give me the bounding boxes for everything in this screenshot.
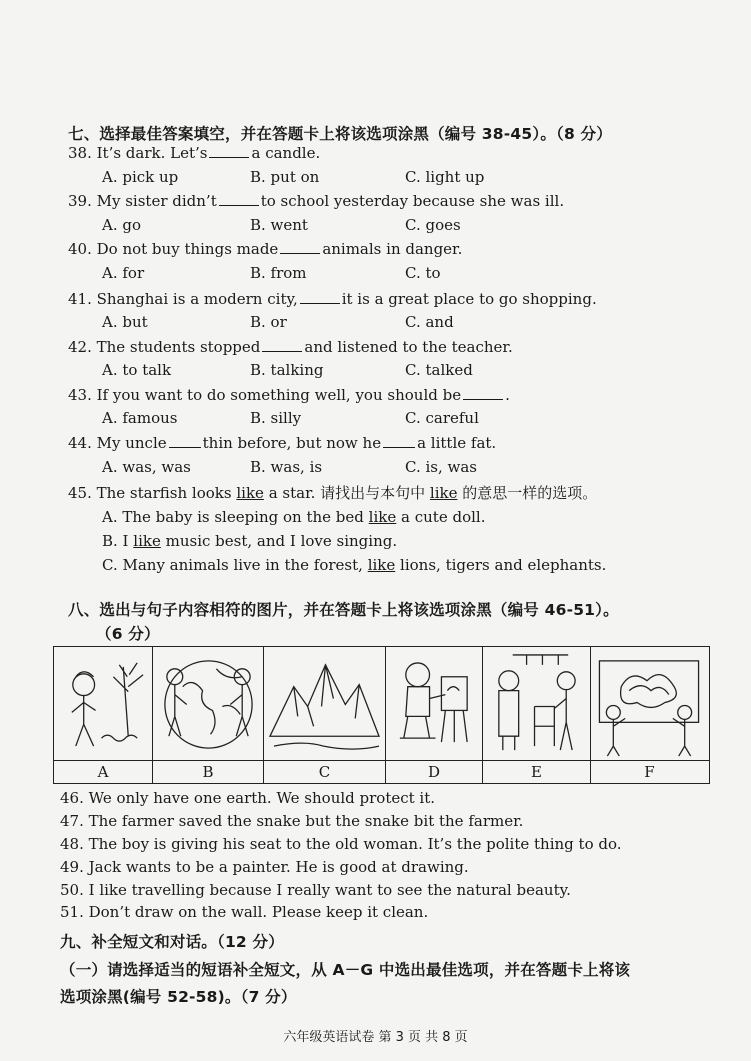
picture-b-earth bbox=[153, 647, 264, 760]
picture-d-painter bbox=[386, 647, 483, 760]
section-9-sub-line2: 选项涂黑(编号 52-58)。（7 分） bbox=[60, 988, 297, 1006]
sentence-48: 48. The boy is giving his seat to the old woman. It’s the polite thing to do. bbox=[60, 835, 622, 853]
answer-blank bbox=[219, 193, 259, 206]
option-43-a: A. famous bbox=[102, 409, 178, 427]
picture-label: B bbox=[153, 761, 264, 783]
option-42-c: C. talked bbox=[405, 361, 473, 379]
option-44-c: C. is, was bbox=[405, 458, 477, 476]
section-9-heading: 九、补全短文和对话。（12 分） bbox=[60, 933, 284, 951]
page-footer: 六年级英语试卷 第 3 页 共 8 页 bbox=[283, 1030, 468, 1045]
keyword-like: like bbox=[429, 484, 458, 502]
answer-blank bbox=[169, 435, 201, 448]
option-41-a: A. but bbox=[102, 313, 148, 331]
sentence-51: 51. Don’t draw on the wall. Please keep it clean. bbox=[60, 903, 429, 921]
question-38: 38. It’s dark. Let’s a candle. bbox=[68, 144, 321, 162]
picture-f-wall-drawing bbox=[591, 647, 708, 760]
question-40: 40. Do not buy things made animals in danger. bbox=[68, 240, 463, 258]
answer-blank bbox=[383, 435, 415, 448]
question-44: 44. My uncle thin before, but now he a little fat. bbox=[68, 434, 497, 452]
question-39: 39. My sister didn’t to school yesterday because she was ill. bbox=[68, 192, 565, 210]
answer-blank bbox=[209, 145, 249, 158]
question-41: 41. Shanghai is a modern city, it is a great place to go shopping. bbox=[68, 290, 597, 308]
keyword-like: like bbox=[236, 484, 264, 502]
picture-label: A bbox=[54, 761, 153, 783]
question-42: 42. The students stopped and listened to the teacher. bbox=[68, 338, 513, 356]
option-44-a: A. was, was bbox=[102, 458, 191, 476]
answer-blank bbox=[262, 339, 302, 352]
option-43-b: B. silly bbox=[250, 409, 302, 427]
sentence-49: 49. Jack wants to be a painter. He is good at drawing. bbox=[60, 858, 469, 876]
option-44-b: B. was, is bbox=[250, 458, 323, 476]
option-38-c: C. light up bbox=[405, 168, 485, 186]
option-41-c: C. and bbox=[405, 313, 454, 331]
sentence-47: 47. The farmer saved the snake but the snake bit the farmer. bbox=[60, 812, 524, 830]
option-41-b: B. or bbox=[250, 313, 287, 331]
picture-e-giving-seat bbox=[483, 647, 591, 760]
section-9-sub-line1: （一）请选择适当的短语补全短文，从 A－G 中选出最佳选项，并在答题卡上将该 bbox=[60, 961, 631, 979]
option-38-b: B. put on bbox=[250, 168, 320, 186]
section-8-points: （6 分） bbox=[96, 625, 160, 643]
picture-a-farmer-snake bbox=[54, 647, 153, 760]
option-40-a: A. for bbox=[102, 264, 145, 282]
picture-label: D bbox=[386, 761, 483, 783]
picture-label: E bbox=[483, 761, 591, 783]
answer-blank bbox=[300, 291, 340, 304]
option-39-b: B. went bbox=[250, 216, 308, 234]
section-8-heading: 八、选出与句子内容相符的图片，并在答题卡上将该选项涂黑（编号 46-51）。 bbox=[68, 601, 619, 619]
picture-label: C bbox=[264, 761, 386, 783]
section-7-heading: 七、选择最佳答案填空，并在答题卡上将该选项涂黑（编号 38-45）。（8 分） bbox=[68, 125, 612, 143]
option-39-c: C. goes bbox=[405, 216, 461, 234]
question-45: 45. The starfish looks like a star. 请找出与本句中 like 的意思一样的选项。 bbox=[68, 484, 598, 502]
option-38-a: A. pick up bbox=[102, 168, 179, 186]
picture-label: F bbox=[644, 763, 655, 781]
option-39-a: A. go bbox=[102, 216, 142, 234]
question-43: 43. If you want to do something well, you should be . bbox=[68, 386, 510, 404]
option-40-b: B. from bbox=[250, 264, 307, 282]
option-45-b: B. I like music best, and I love singing. bbox=[102, 532, 398, 550]
sentence-46: 46. We only have one earth. We should protect it. bbox=[60, 789, 436, 807]
option-45-a: A. The baby is sleeping on the bed like a cute doll. bbox=[102, 508, 486, 526]
option-45-c: C. Many animals live in the forest, like lions, tigers and elephants. bbox=[102, 556, 607, 574]
option-42-b: B. talking bbox=[250, 361, 324, 379]
answer-blank bbox=[280, 241, 320, 254]
sentence-50: 50. I like travelling because I really want to see the natural beauty. bbox=[60, 881, 571, 899]
option-43-c: C. careful bbox=[405, 409, 479, 427]
option-42-a: A. to talk bbox=[102, 361, 172, 379]
picture-grid bbox=[53, 646, 710, 784]
picture-c-mountains bbox=[264, 647, 386, 760]
option-40-c: C. to bbox=[405, 264, 441, 282]
answer-blank bbox=[463, 387, 503, 400]
